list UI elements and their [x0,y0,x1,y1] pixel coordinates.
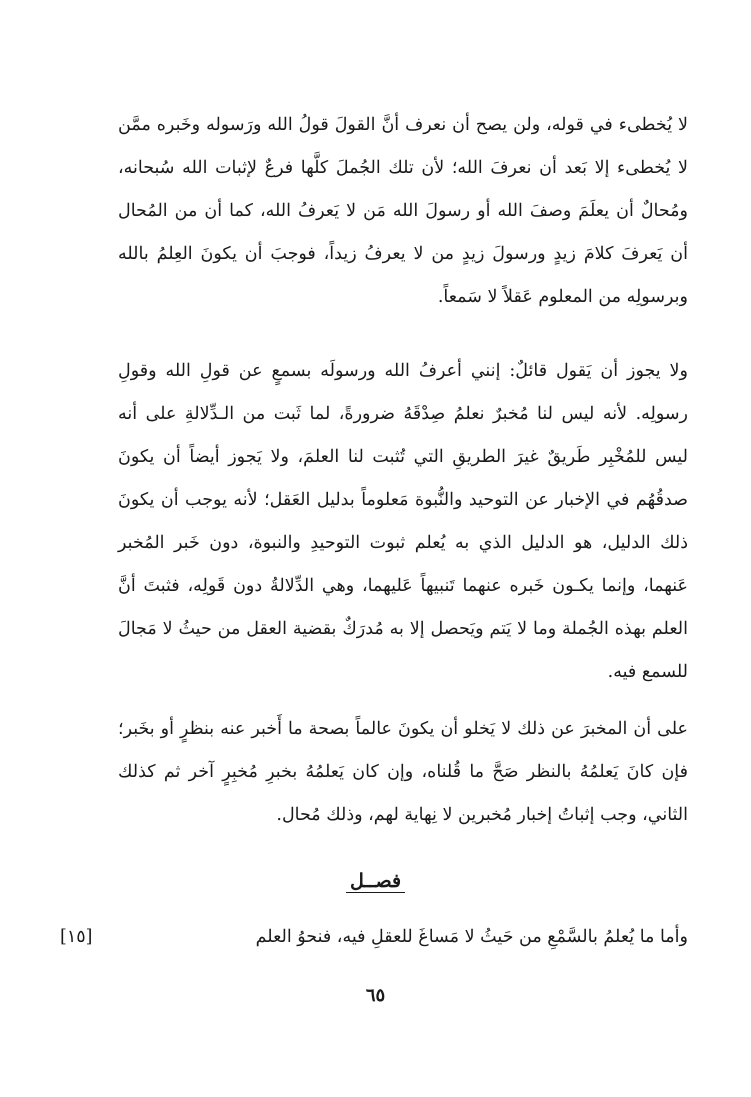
paragraph-2: ولا يجوز أن يَقول قائلٌ: إنني أعرفُ الله ورسولَه بسمعٍ عن قولِ الله وقولِ رسولِه. لأنه ليس لنا مُخبرٌ نعلمُ صِدْقَهُ ضرورةً، لما ثَبت من الـدِّلالةِ على أنه ليس للمُخْبِر طَريقٌ غيرَ الطريقِ التي تُثبت لنا العلمَ، ولا يَجوز أيضاً أن يكونَ صدقُهُم في الإخبار عن التوحيد والنُّبوة مَعلوماً بدليل العَقل؛ لأنه يوجب أن يكونَ ذلك الدليل، هو الدليل الذي به يُعلم ثبوت التوحيدِ والنبوة، دون خَبر المُخبر عَنهما، وإنما يكـون خَبره عنهما تَنبيهاً عَليهما، وهي الدِّلالةُ دون قَولِه، فثبتَ أنَّ العلم بهذه الجُملة وما لا يَتم ويَحصل إلا به مُدرَكٌ بقضية العقل من حيثُ لا مَجالَ للسمع فيه. [118,361,688,682]
paragraph-1: لا يُخطىء في قوله، ولن يصح أن نعرف أنَّ القولَ قولُ الله ورَسوله وخَبره ممَّن لا يُخطىء إلا بَعد أن نعرفَ الله؛ لأن تلك الجُملَ كلَّها فرعٌ لإثبات الله سُبحانه، ومُحالٌ أن يعلَمَ وصفَ الله أو رسولَ الله مَن لا يَعرفُ الله، كما أن من المُحال أن يَعرفَ كلامَ زيدٍ ورسولَ زيدٍ من لا يعرفُ زيداً، فوجبَ أن يكونَ العِلمُ بالله وبرسولِه من المعلوم عَقلاً لا سَمعاً. [118,115,688,307]
section-heading-text: فصــل [346,870,405,893]
page-number: ٦٥ [365,985,386,1006]
margin-marker: [١٥] [60,927,93,947]
section-heading [0,870,751,892]
section-first-line-text: وأما ما يُعلمُ بالسَّمْعِ من حَيثُ لا مَساغَ للعقلِ فيه، فنحوُ العلم [255,927,688,947]
paragraph-3: على أن المخبرَ عن ذلك لا يَخلو أن يكونَ عالماً بصحة ما أَخبر عنه بنظرٍ أو بخَبر؛ فإن كانَ يَعلمُهُ بالنظر صَحَّ ما قُلناه، وإن كان يَعلمُهُ بخبرِ مُخبِرٍ آخر ثم كذلك الثاني، وجب إثباتُ إخبار مُخبرين لا نِهاية لهم، وذلك مُحال. [118,719,688,825]
